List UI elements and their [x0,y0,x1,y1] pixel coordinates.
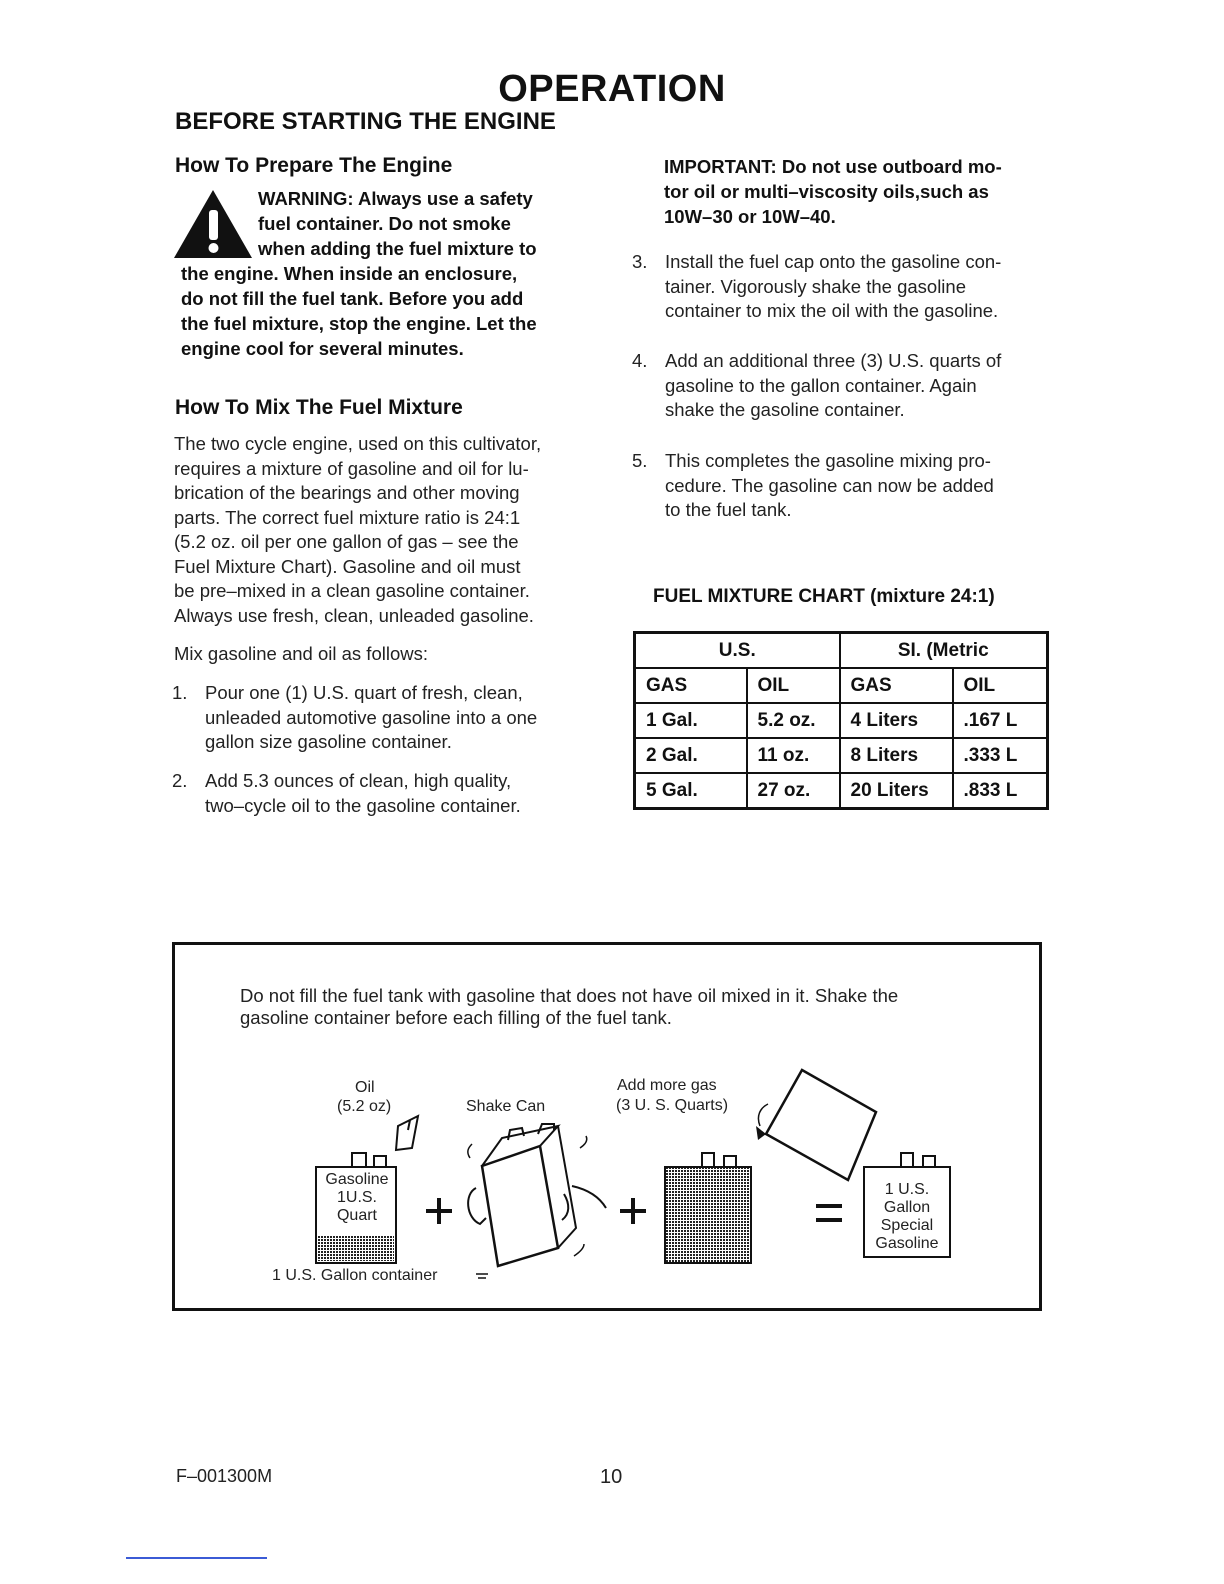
step-line: unleaded automotive gasoline into a one [205,706,538,728]
can-label-line: Gasoline [325,1171,389,1188]
page-number: 10 [600,1466,623,1488]
step-number: 1. [172,682,188,703]
step-line: Pour one (1) U.S. quart of fresh, clean, [205,682,523,703]
section-heading: BEFORE STARTING THE ENGINE [175,108,556,135]
important-line: 10W–30 or 10W–40. [664,206,836,227]
cell: 1 Gal. [635,703,747,738]
oil-label: Oil [355,1079,375,1096]
step-4 [632,349,1052,423]
gasoline-can-icon [665,1153,751,1263]
col-header: GAS [635,668,747,703]
step-line: shake the gasoline container. [665,399,905,420]
step-line: cedure. The gasoline can now be added [665,474,994,496]
can-label-line: 1 U.S. [884,1181,930,1198]
step-line: Add an additional three (3) U.S. quarts of [665,350,1002,371]
can-label-line: 1U.S. [336,1189,377,1206]
page-divider [126,1557,267,1559]
add-gas-amount: (3 U. S. Quarts) [616,1097,729,1114]
important-line: IMPORTANT: Do not use outboard mo- [664,156,1002,177]
note-line: Do not fill the fuel tank with gasoline that does not have oil mixed in it. Shake the [240,985,899,1006]
add-gas-label: Add more gas [617,1077,717,1094]
step-line: two–cycle oil to the gasoline container. [205,794,521,816]
table-row [635,703,1048,738]
para-line: (5.2 oz. oil per one gallon of gas – see the [174,531,519,552]
mix-heading: How To Mix The Fuel Mixture [175,396,463,419]
step-line: gallon size gasoline container. [205,731,452,752]
table-row [635,773,1048,809]
step-number: 4. [632,350,648,371]
cell: 5 Gal. [635,773,747,809]
cell: 5.2 oz. [747,703,840,738]
step-number: 5. [632,450,648,471]
step-number: 3. [632,251,648,272]
para-line: requires a mixture of gasoline and oil for lu- [174,457,529,479]
cell: 20 Liters [840,773,953,809]
para-line: The two cycle engine, used on this cultivator, [174,433,542,454]
cell: 2 Gal. [635,738,747,773]
table-group-header-row [635,633,1048,669]
oil-bottle-icon [396,1116,418,1150]
step-line: Add 5.3 ounces of clean, high quality, [205,770,512,791]
mix-paragraph [174,432,541,628]
warning-line: do not fill the fuel tank. Before you add [181,288,524,309]
plus-icon [426,1198,452,1224]
mix-intro: Mix gasoline and oil as follows: [174,643,428,664]
step-line: to the fuel tank. [665,499,792,520]
col-header: OIL [747,668,840,703]
can-label-line: Gasoline [875,1235,939,1252]
chart-title: FUEL MIXTURE CHART (mixture 24:1) [653,586,995,607]
para-line: Fuel Mixture Chart). Gasoline and oil must [174,555,521,577]
step-3 [632,250,1052,324]
cell: .833 L [953,773,1048,809]
can-1-label [318,1171,396,1225]
fuel-mixture-table [633,631,1049,810]
cell: 8 Liters [840,738,953,773]
can-label-line: Special [880,1217,934,1234]
shake-can-icon [468,1124,606,1278]
para-line: be pre–mixed in a clean gasoline container. [174,580,530,601]
cell: 11 oz. [747,738,840,773]
step-line: This completes the gasoline mixing pro- [665,450,991,471]
document-code: F–001300M [176,1466,273,1486]
warning-icon [172,188,254,260]
important-line: tor oil or multi–viscosity oils,such as [664,181,989,202]
pouring-can-icon [756,1070,876,1180]
table-header-row [635,668,1048,703]
can-final-label [866,1181,948,1253]
header-us: U.S. [635,633,840,669]
plus-icon [620,1198,646,1224]
page-title: OPERATION [498,68,726,110]
can-label-line: Gallon [883,1199,931,1216]
para-line: brication of the bearings and other moving [174,482,520,503]
step-5 [632,449,1052,523]
table-row [635,738,1048,773]
cell: .167 L [953,703,1048,738]
warning-line: WARNING: Always use a safety [258,188,533,209]
step-2 [172,769,612,818]
note-line: gasoline container before each filling of the fuel tank. [240,1007,672,1028]
para-line: Always use fresh, clean, unleaded gasoline. [174,604,534,626]
can-label-line: Quart [336,1207,377,1224]
prepare-heading: How To Prepare The Engine [175,154,453,177]
oil-amount: (5.2 oz) [337,1098,392,1115]
header-metric: SI. (Metric [840,633,1048,669]
cell: 4 Liters [840,703,953,738]
warning-line: fuel container. Do not smoke [258,213,511,234]
cell: 27 oz. [747,773,840,809]
warning-line: the fuel mixture, stop the engine. Let the [181,313,537,334]
col-header: OIL [953,668,1048,703]
warning-line: when adding the fuel mixture to [258,238,537,259]
step-1 [172,681,612,755]
container-label: 1 U.S. Gallon container [272,1267,438,1284]
step-line: gasoline to the gallon container. Again [665,374,977,396]
step-number: 2. [172,770,188,791]
warning-line: the engine. When inside an enclosure, [181,263,518,284]
para-line: parts. The correct fuel mixture ratio is 24:1 [174,506,521,528]
cell: .333 L [953,738,1048,773]
step-line: container to mix the oil with the gasoline. [665,300,999,321]
col-header: GAS [840,668,953,703]
warning-line: engine cool for several minutes. [181,338,464,359]
step-line: tainer. Vigorously shake the gasoline [665,275,966,297]
shake-label: Shake Can [466,1098,546,1115]
step-line: Install the fuel cap onto the gasoline con- [665,251,1002,272]
equals-icon [816,1204,842,1222]
fuel-note [240,985,1000,1029]
